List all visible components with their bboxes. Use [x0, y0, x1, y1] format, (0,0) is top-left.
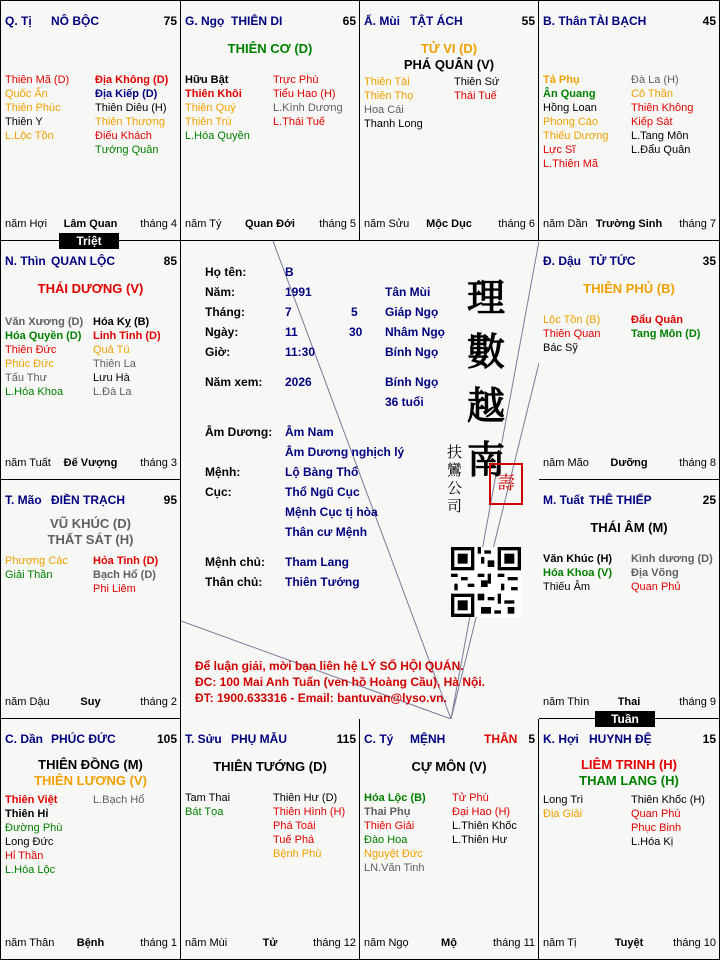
palace-header — [539, 732, 719, 748]
main-star-2: THIÊN LƯƠNG (V) — [34, 773, 147, 788]
palace-age-number: 15 — [702, 732, 716, 746]
palace-footer — [360, 937, 538, 953]
minor-star: Trực Phù — [273, 74, 319, 86]
palace-year: năm Mão — [543, 457, 589, 469]
day-value: 11 — [285, 325, 298, 339]
minor-star: Kiếp Sát — [631, 116, 673, 128]
palace-footer — [539, 218, 719, 234]
palace-life-stage: Đế Vượng — [63, 457, 118, 469]
minor-star: Lưu Hà — [93, 372, 130, 384]
palace-age-number: 5 — [528, 732, 535, 746]
year-value: 1991 — [285, 285, 312, 299]
minor-stars-left — [543, 552, 612, 594]
minor-star: Tiểu Hao (H) — [273, 88, 336, 100]
main-star: CỰ MÔN (V) — [411, 759, 487, 774]
minor-star: L.Thiên Hư — [452, 834, 508, 846]
view-year-value: 2026 — [285, 375, 312, 389]
cuc-relation: Mệnh Cục tị hòa — [285, 505, 378, 519]
minor-star: Quốc Ấn — [5, 88, 48, 100]
main-star: THIÊN CƠ (D) — [227, 41, 313, 56]
amduong-value: Âm Nam — [285, 425, 334, 439]
palace-name: NÔ BỘC — [51, 14, 99, 28]
minor-star: Thiên Phúc — [5, 102, 61, 114]
palace-header — [181, 732, 359, 748]
minor-stars-left — [543, 793, 583, 821]
minor-star: Thiên Khôi — [185, 88, 242, 100]
minor-star: Thiên Giải — [364, 820, 415, 832]
minor-star: Tả Phụ — [543, 74, 580, 86]
minor-star: Nguyệt Đức — [364, 848, 423, 860]
palace-name: PHÚC ĐỨC — [51, 732, 116, 746]
main-star: THÁI DƯƠNG (V) — [37, 281, 144, 296]
cuc-label: Cục: — [205, 485, 232, 499]
palace-branch: T. Sửu — [185, 732, 222, 746]
minor-star: Long Trì — [543, 794, 584, 806]
minor-star: Thiên Không — [631, 102, 694, 114]
minor-stars-right — [631, 313, 700, 341]
palace-age-number: 35 — [702, 254, 716, 268]
minor-star: Đại Hao (H) — [452, 806, 511, 818]
main-star-2: PHÁ QUÂN (V) — [403, 57, 495, 72]
palace-footer — [1, 457, 180, 473]
minor-star: Hoa Cái — [364, 104, 404, 116]
day-lunar-value: 30 — [349, 325, 363, 339]
palace-footer — [1, 696, 180, 712]
palace-footer — [1, 937, 180, 953]
minor-stars-left — [364, 75, 423, 131]
minor-stars-left — [543, 73, 608, 171]
minor-stars-left — [185, 791, 230, 819]
palace-life-stage: Mộc Dục — [426, 218, 472, 230]
palace-name: QUAN LỘC — [51, 254, 115, 268]
minor-stars-left — [543, 313, 600, 355]
minor-stars-right — [452, 791, 517, 847]
palace-mao — [1, 480, 181, 719]
palace-month: tháng 11 — [492, 937, 535, 949]
main-star-2: THAM LANG (H) — [579, 773, 679, 788]
palace-year: năm Tý — [185, 218, 222, 230]
minor-star: Thiên Trù — [185, 116, 232, 128]
palace-header — [1, 14, 180, 30]
minor-star: Địa Giải — [543, 808, 583, 820]
minor-star: Thái Tuế — [454, 90, 497, 102]
minor-star: Tam Thai — [185, 792, 231, 804]
palace-footer — [181, 937, 359, 953]
palace-life-stage: Mộ — [441, 937, 457, 949]
minor-star: Linh Tinh (D) — [93, 330, 161, 342]
palace-footer — [539, 696, 719, 712]
minor-star: Quả Tú — [93, 344, 130, 356]
year-label: Năm: — [205, 285, 236, 299]
palace-tuat — [539, 480, 719, 726]
red-seal-stamp: 壽 — [489, 463, 523, 505]
minor-stars-left — [5, 315, 83, 399]
minor-stars-right — [631, 552, 713, 594]
amduong-note: Âm Dương nghịch lý — [285, 445, 405, 459]
month-label: Tháng: — [205, 305, 245, 319]
minor-star: Thiên Thọ — [364, 90, 414, 102]
minor-star: Giải Thần — [5, 569, 53, 581]
palace-name: HUYNH ĐỆ — [589, 732, 652, 746]
minor-star: L.Hóa Khoa — [5, 386, 64, 398]
minor-star: Hóa Khoa (V) — [543, 567, 613, 579]
menh-chu-label: Mệnh chủ: — [205, 555, 265, 569]
palace-life-stage: Quan Đới — [245, 218, 295, 230]
minor-star: Đường Phù — [5, 822, 63, 834]
palace-month: tháng 3 — [140, 457, 177, 469]
minor-star: Quan Phù — [631, 808, 681, 820]
palace-footer — [360, 218, 538, 234]
minor-stars-left — [5, 554, 68, 582]
minor-stars-left — [185, 73, 250, 143]
minor-star: Thiên Sứ — [454, 76, 500, 88]
minor-star: L.Kình Dương — [273, 102, 343, 114]
day-can-chi: Nhâm Ngọ — [385, 325, 445, 339]
than-position: Thân cư Mệnh — [285, 525, 368, 539]
minor-star: Thiên Khốc (H) — [631, 794, 705, 806]
palace-branch: M. Tuất — [543, 493, 585, 507]
minor-star: Văn Khúc (H) — [543, 553, 613, 565]
palace-life-stage: Thai — [617, 696, 641, 708]
qr-code-icon[interactable] — [451, 547, 521, 617]
palace-age-number: 105 — [156, 732, 177, 746]
minor-star: Phúc Đức — [5, 358, 54, 370]
contact-address: ĐC: 100 Mai Anh Tuấn (ven hồ Hoàng Cầu), Hà Nội. — [195, 675, 486, 689]
year-can-chi: Tân Mùi — [385, 285, 431, 299]
main-star-1: TỬ VI (D) — [420, 41, 478, 56]
palace-dau — [539, 241, 719, 480]
minor-star: Thiếu Dương — [543, 130, 609, 142]
main-star-1: VŨ KHÚC (D) — [50, 516, 131, 531]
minor-star: Bát Tọa — [185, 806, 224, 818]
palace-year: năm Thân — [5, 937, 55, 949]
minor-star: Địa Không (D) — [95, 74, 169, 86]
palace-header — [1, 254, 180, 270]
main-star-2: THẤT SÁT (H) — [47, 532, 134, 547]
minor-stars-right — [93, 793, 144, 807]
palace-footer — [181, 218, 359, 234]
month-value: 7 — [285, 305, 292, 319]
minor-star: Thiên Thương — [95, 116, 166, 128]
minor-star: Tuế Phá — [273, 834, 315, 846]
palace-branch: K. Hợi — [543, 732, 579, 746]
main-star: THIÊN PHỦ (B) — [583, 281, 675, 296]
palace-footer — [539, 937, 719, 953]
palace-name: PHỤ MẪU — [231, 732, 287, 746]
main-star-1: THIÊN ĐỒNG (M) — [38, 757, 143, 772]
main-star: THIÊN TƯỚNG (D) — [213, 759, 327, 774]
palace-thin — [1, 234, 181, 480]
minor-stars-right — [93, 554, 158, 596]
tuan-marker: Tuần — [595, 711, 655, 727]
minor-star: Ân Quang — [543, 88, 596, 100]
palace-year: năm Tị — [543, 937, 577, 949]
palace-name: MỆNH — [410, 732, 446, 746]
palace-branch: N. Thìn — [5, 254, 46, 268]
minor-star: L.Bạch Hổ — [93, 794, 145, 806]
palace-age-number: 75 — [163, 14, 177, 28]
palace-life-stage: Suy — [80, 696, 101, 708]
minor-star: Hữu Bật — [185, 74, 229, 86]
menh-value: Lộ Bàng Thổ — [285, 465, 359, 479]
minor-star: Hỏa Tinh (D) — [93, 555, 159, 567]
palace-age-number: 25 — [702, 493, 716, 507]
palace-branch: Ấ. Mùi — [364, 14, 400, 28]
palace-month: tháng 6 — [498, 218, 535, 230]
cuc-value: Thổ Ngũ Cục — [285, 485, 360, 499]
palace-name: ĐIỀN TRẠCH — [51, 493, 125, 507]
calligraphy-logo: 理數越南 — [467, 275, 506, 482]
palace-branch: T. Mão — [5, 493, 42, 507]
minor-stars-right — [273, 73, 343, 129]
palace-life-stage: Tử — [262, 937, 278, 949]
palace-ty — [360, 719, 539, 959]
minor-star: Thai Phụ — [364, 806, 411, 818]
minor-star: L.Lộc Tồn — [5, 130, 54, 142]
minor-star: Thiếu Âm — [543, 581, 591, 593]
palace-age-number: 45 — [702, 14, 716, 28]
minor-star: Đẩu Quân — [631, 314, 683, 326]
palace-year: năm Hợi — [5, 218, 48, 230]
palace-branch: G. Ngọ — [185, 14, 225, 28]
palace-name: THIÊN DI — [231, 14, 283, 28]
palace-life-stage: Tuyệt — [614, 937, 644, 949]
palace-header — [360, 14, 538, 30]
minor-star: Thiên Hỉ — [5, 808, 49, 820]
hour-label: Giờ: — [205, 345, 231, 359]
palace-footer — [1, 218, 180, 234]
amduong-label: Âm Dương: — [205, 425, 273, 439]
palace-month: tháng 10 — [673, 937, 716, 949]
palace-branch: C. Tý — [364, 732, 394, 746]
minor-star: Long Đức — [5, 836, 54, 848]
palace-header — [539, 14, 719, 30]
minor-star: Kình dương (D) — [631, 553, 713, 565]
palace-year: năm Sửu — [364, 218, 410, 230]
minor-star: Thiên Mã (D) — [5, 74, 70, 86]
palace-life-stage: Lâm Quan — [63, 218, 118, 230]
minor-star: Cô Thần — [631, 88, 673, 100]
minor-star: Thiên Đức — [5, 344, 57, 356]
palace-header — [360, 732, 538, 748]
palace-month: tháng 7 — [679, 218, 716, 230]
minor-star: Thiên Diêu (H) — [95, 102, 167, 114]
palace-ngo — [181, 1, 360, 241]
minor-star: Hóa Kỵ (B) — [93, 316, 150, 328]
view-year-can-chi: Bính Ngọ — [385, 375, 439, 389]
minor-star: Thiên Quý — [185, 102, 236, 114]
palace-suu — [181, 719, 360, 959]
minor-star: Phá Toái — [273, 820, 316, 832]
minor-star: LN.Văn Tinh — [364, 862, 425, 874]
minor-star: Lộc Tồn (B) — [543, 314, 601, 326]
palace-branch: C. Dần — [5, 732, 44, 746]
minor-star: Phi Liêm — [93, 583, 136, 595]
palace-month: tháng 8 — [679, 457, 716, 469]
palace-year: năm Thìn — [543, 696, 590, 708]
name-label: Họ tên: — [205, 265, 247, 279]
palace-age-number: 85 — [163, 254, 177, 268]
palace-than-marker: THÂN — [484, 732, 518, 746]
minor-stars-right — [631, 793, 705, 849]
minor-star: L.Hóa Kị — [631, 836, 674, 848]
minor-star: Đào Hoa — [364, 834, 408, 846]
minor-star: Hỉ Thần — [5, 850, 44, 862]
minor-star: Thiên Quan — [543, 328, 601, 340]
minor-star: Lực Sĩ — [543, 144, 576, 156]
palace-month: tháng 5 — [319, 218, 356, 230]
minor-star: Hồng Loan — [543, 102, 597, 114]
menh-chu-value: Tham Lang — [285, 555, 350, 569]
palace-year: năm Ngọ — [364, 937, 409, 949]
palace-age-number: 95 — [163, 493, 177, 507]
minor-star: Thiên Y — [5, 116, 43, 128]
palace-ti — [1, 1, 181, 241]
main-star: THÁI ÂM (M) — [590, 520, 668, 535]
palace-mui — [360, 1, 539, 241]
age-value: 36 tuổi — [385, 395, 424, 409]
minor-star: L.Đà La — [93, 386, 132, 398]
minor-star: Điếu Khách — [95, 130, 152, 142]
calligraphy-subtitle: 扶鸞公司 — [447, 443, 463, 515]
palace-name: TỬ TỨC — [589, 254, 636, 268]
minor-star: Địa Võng — [631, 567, 679, 579]
palace-age-number: 55 — [521, 14, 535, 28]
menh-label: Mệnh: — [205, 465, 241, 479]
palace-year: năm Dần — [543, 218, 588, 230]
minor-star: L.Đẩu Quân — [631, 144, 691, 156]
palace-name: TẬT ÁCH — [410, 14, 463, 28]
name-value: B — [285, 265, 294, 279]
minor-stars-right — [273, 791, 345, 861]
minor-star: Phục Binh — [631, 822, 682, 834]
view-year-label: Năm xem: — [205, 375, 263, 389]
day-label: Ngày: — [205, 325, 239, 339]
minor-star: Phong Cáo — [543, 116, 599, 128]
minor-star: Tướng Quân — [95, 144, 159, 156]
minor-star: Thiên La — [93, 358, 136, 370]
minor-star: L.Thiên Khốc — [452, 820, 517, 832]
minor-star: Địa Kiếp (D) — [95, 88, 158, 100]
hour-value: 11:30 — [285, 345, 316, 359]
minor-star: L.Thiên Mã — [543, 158, 599, 170]
palace-age-number: 65 — [342, 14, 356, 28]
minor-stars-right — [631, 73, 693, 157]
palace-header — [1, 493, 180, 509]
triet-marker: Triệt — [59, 233, 119, 249]
palace-year: năm Dậu — [5, 696, 50, 708]
minor-star: L.Hóa Quyền — [185, 130, 250, 142]
minor-star: Bệnh Phù — [273, 848, 322, 860]
palace-month: tháng 2 — [140, 696, 177, 708]
minor-star: Quan Phủ — [631, 581, 681, 593]
minor-star: Thanh Long — [364, 118, 423, 130]
palace-branch: Q. Tị — [5, 14, 32, 28]
month-can-chi: Giáp Ngọ — [385, 305, 439, 319]
than-chu-value: Thiên Tướng — [285, 575, 360, 589]
minor-star: L.Thái Tuế — [273, 116, 325, 128]
hour-can-chi: Bính Ngọ — [385, 345, 439, 359]
minor-star: Văn Xương (D) — [5, 316, 84, 328]
minor-star: Hóa Lộc (B) — [364, 792, 426, 804]
palace-month: tháng 4 — [140, 218, 177, 230]
palace-header — [539, 254, 719, 270]
palace-hoi — [539, 719, 719, 959]
palace-header — [1, 732, 180, 748]
center-info-panel — [181, 241, 539, 719]
contact-phone-email: ĐT: 1900.633316 - Email: bantuvan@lyso.vn. — [195, 691, 447, 705]
palace-month: tháng 12 — [313, 937, 356, 949]
minor-stars-right — [95, 73, 168, 157]
palace-name: TÀI BẠCH — [589, 14, 647, 28]
palace-footer — [539, 457, 719, 473]
palace-branch: Đ. Dậu — [543, 254, 582, 268]
month-lunar-value: 5 — [351, 305, 358, 319]
minor-stars-left — [5, 73, 69, 143]
palace-than — [539, 1, 719, 241]
contact-line-1: Để luận giải, mời bạn liên hệ LÝ SỐ HỘI QUÁN. — [195, 659, 464, 673]
minor-star: Phượng Các — [5, 555, 68, 567]
minor-star: Thiên Hình (H) — [273, 806, 346, 818]
minor-star: Tang Môn (D) — [631, 328, 701, 340]
minor-star: Thiên Tài — [364, 76, 410, 88]
minor-stars-left — [5, 793, 62, 877]
palace-year: năm Mùi — [185, 937, 228, 949]
palace-year: năm Tuất — [5, 457, 51, 469]
minor-star: Tấu Thư — [5, 372, 48, 384]
palace-dan — [1, 719, 181, 959]
than-chu-label: Thân chủ: — [205, 575, 263, 589]
minor-stars-right — [93, 315, 161, 399]
minor-star: Hóa Quyền (D) — [5, 330, 82, 342]
palace-life-stage: Dưỡng — [610, 457, 648, 469]
minor-star: Thiên Hư (D) — [273, 792, 338, 804]
minor-star: Bác Sỹ — [543, 342, 578, 354]
minor-star: Bạch Hổ (D) — [93, 569, 156, 581]
minor-stars-right — [454, 75, 499, 103]
minor-star: L.Tang Môn — [631, 130, 689, 142]
palace-life-stage: Trường Sinh — [595, 218, 663, 230]
palace-month: tháng 9 — [679, 696, 716, 708]
palace-header — [181, 14, 359, 30]
palace-life-stage: Bệnh — [76, 937, 105, 949]
palace-branch: B. Thân — [543, 14, 587, 28]
minor-stars-left — [364, 791, 426, 875]
palace-name: THÊ THIẾP — [589, 493, 652, 507]
palace-header — [539, 493, 719, 509]
palace-month: tháng 1 — [140, 937, 177, 949]
minor-star: Đà La (H) — [631, 74, 679, 86]
minor-star: Thiên Việt — [5, 794, 58, 806]
main-star-1: LIÊM TRINH (H) — [580, 757, 678, 772]
minor-star: Tử Phù — [452, 792, 489, 804]
palace-age-number: 115 — [336, 732, 356, 746]
minor-star: L.Hóa Lộc — [5, 864, 56, 876]
